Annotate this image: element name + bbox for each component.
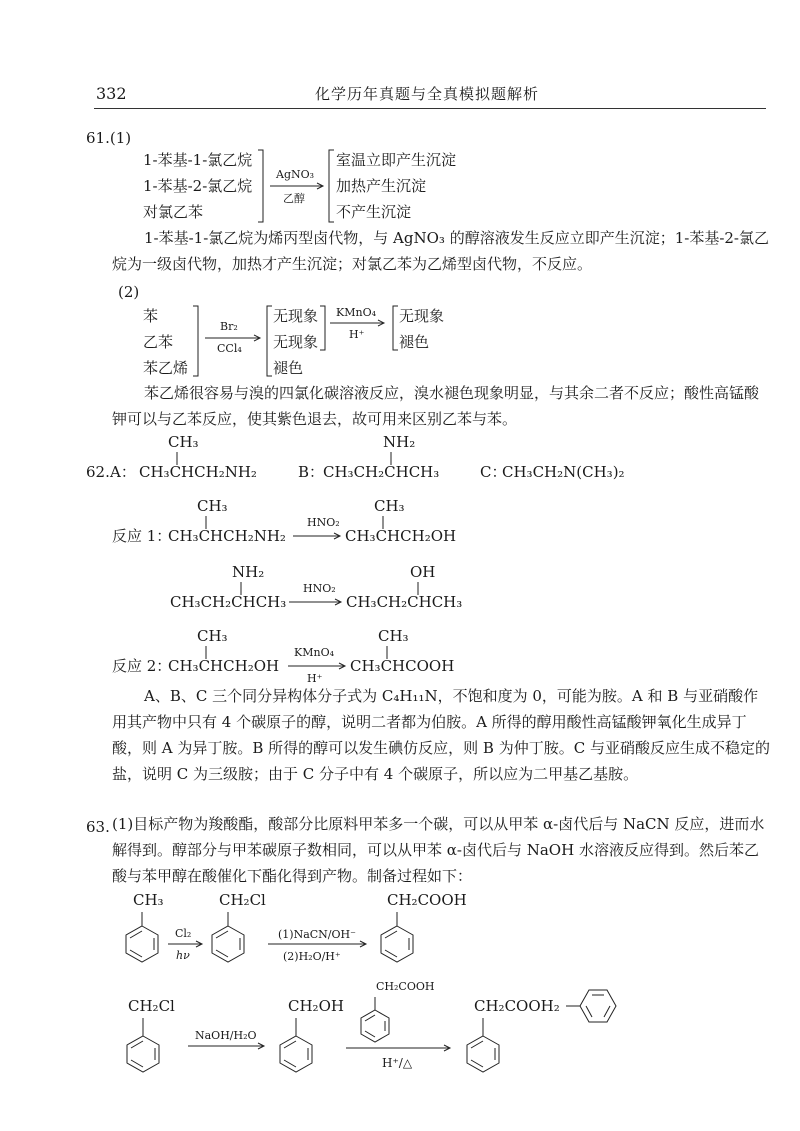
s4-substituent: CH₂Cl (128, 997, 175, 1015)
r1a-reactant: CH₃CHCH₂NH₂ (168, 527, 286, 545)
structure-c: CH₃CH₂N(CH₃)₂ (502, 463, 625, 481)
s2-substituent: CH₂Cl (219, 891, 266, 909)
s1-substituent: CH₃ (133, 891, 164, 909)
q63-number: 63. (86, 818, 110, 836)
benzene-ring-icon (280, 1018, 312, 1072)
result: 无现象 (273, 307, 319, 325)
result: 室温立即产生沉淀 (336, 151, 457, 169)
r1b-reactant-substituent: NH₂ (232, 563, 265, 581)
r1a-reagent: HNO₂ (307, 516, 340, 529)
reagent-ccl4: CCl₄ (217, 342, 242, 355)
s3-substituent: CH₂COOH (387, 891, 467, 909)
s5-substituent: CH₂OH (288, 997, 344, 1015)
result: 无现象 (273, 333, 319, 351)
compound: 1-苯基-1-氯乙烷 (143, 151, 253, 169)
r1a-reactant-substituent: CH₃ (197, 497, 228, 515)
r1a-product-substituent: CH₃ (374, 497, 405, 515)
s2-reagent-2: (2)H₂O/H⁺ (283, 950, 341, 963)
label-a: A： (110, 463, 136, 481)
r1b-reagent: HNO₂ (303, 582, 336, 595)
benzene-ring-icon (212, 912, 244, 962)
r2-product: CH₃CHCOOH (350, 657, 455, 675)
benzene-ring-icon (580, 990, 616, 1022)
label-b: B： (298, 463, 325, 481)
s6-substituent: CH₂COOH (376, 980, 435, 993)
r1b-reactant: CH₃CH₂CHCH₃ (170, 593, 287, 611)
benzene-ring-icon (127, 1018, 159, 1072)
compound: 苯乙烯 (143, 359, 189, 377)
result: 无现象 (399, 307, 445, 325)
s6-reagent: H⁺/△ (382, 1056, 413, 1070)
running-title: 化学历年真题与全真模拟题解析 (315, 85, 540, 103)
reagent-agno3: AgNO₃ (276, 168, 315, 181)
r2-product-substituent: CH₃ (378, 627, 409, 645)
page-number: 332 (96, 84, 127, 103)
benzene-ring-icon (467, 1018, 499, 1072)
s4-reagent: NaOH/H₂O (195, 1029, 257, 1042)
compound: 1-苯基-2-氯乙烷 (143, 177, 253, 195)
r2-reactant-substituent: CH₃ (197, 627, 228, 645)
q61-explanation-2: 苯乙烯很容易与溴的四氯化碳溶液反应，溴水褪色现象明显，与其余二者不反应；酸性高锰酸钾可以与乙苯反应，使其紫色退去，故可用来区别乙苯与苯。 (112, 384, 760, 428)
r1a-product: CH₃CHCH₂OH (345, 527, 457, 545)
r1b-product-substituent: OH (410, 563, 436, 581)
reagent-ethanol: 乙醇 (283, 192, 305, 205)
structure-a-substituent: CH₃ (168, 433, 199, 451)
q62-number: 62. (86, 463, 110, 481)
result: 褪色 (399, 333, 430, 351)
r2-reagent-acid: H⁺ (307, 672, 323, 685)
benzene-ring-icon (361, 997, 389, 1042)
reagent-kmno4: KMnO₄ (336, 306, 376, 319)
result: 加热产生沉淀 (336, 177, 427, 195)
reaction-2-label: 反应 2： (112, 657, 172, 675)
benzene-ring-icon (126, 912, 158, 962)
q61-part2-number: (2) (118, 283, 140, 301)
s1-reagent-hv: hν (176, 949, 190, 962)
reaction-1-label: 反应 1： (112, 527, 172, 545)
result: 不产生沉淀 (336, 203, 412, 221)
q61-explanation-1: 1-苯基-1-氯乙烷为烯丙型卤代物，与 AgNO₃ 的醇溶液发生反应立即产生沉淀；1-苯基-2-氯乙烷为一级卤代物，加热才产生沉淀；对氯乙苯为乙烯型卤代物，不反应。 (112, 229, 769, 273)
compound: 苯 (143, 307, 159, 325)
compound: 对氯乙苯 (143, 203, 204, 221)
r2-reagent-kmno4: KMnO₄ (294, 646, 334, 659)
structure-a: CH₃CHCH₂NH₂ (139, 463, 257, 481)
benzene-ring-icon (381, 912, 413, 962)
q63-text: (1)目标产物为羧酸酯，酸部分比原料甲苯多一个碳，可以从甲苯 α-卤代后与 NaCN 反应，进而水解得到。醇部分与甲苯碳原子数相同，可以从甲苯 α-卤代后与 NaOH 水溶液反应得到。然后苯乙酸与苯甲醇在酸催化下酯化得到产物。制备过程如下： (112, 815, 765, 885)
r1b-product: CH₃CH₂CHCH₃ (346, 593, 463, 611)
reagent-br2: Br₂ (220, 320, 238, 333)
structure-b-substituent: NH₂ (383, 433, 416, 451)
reagent-acid: H⁺ (349, 328, 365, 341)
q61-number: 61.(1) (86, 129, 132, 147)
r2-reactant: CH₃CHCH₂OH (168, 657, 280, 675)
label-c: C： (480, 463, 507, 481)
q62-explanation: A、B、C 三个同分异构体分子式为 C₄H₁₁N，不饱和度为 0，可能为胺。A 和 B 与亚硝酸作用其产物中只有 4 个碳原子的醇，说明二者都为伯胺。A 所得的醇用酸性高锰酸钾氧化生成异丁酸，则 A 为异丁胺。B 所得的醇可以发生碘仿反应，则 B 为仲丁胺。C 与亚硝酸反应生成不稳定的盐，说明 C 为三级胺；由于 C 分子中有 4 个碳原子，所以应为二甲基乙基胺。 (112, 687, 770, 783)
s1-reagent-cl2: Cl₂ (175, 927, 192, 940)
s2-reagent-1: (1)NaCN/OH⁻ (278, 928, 356, 941)
result: 褪色 (273, 359, 304, 377)
s7-substituent: CH₂COOH₂ (474, 997, 560, 1015)
structure-b: CH₃CH₂CHCH₃ (323, 463, 440, 481)
compound: 乙苯 (143, 333, 174, 351)
